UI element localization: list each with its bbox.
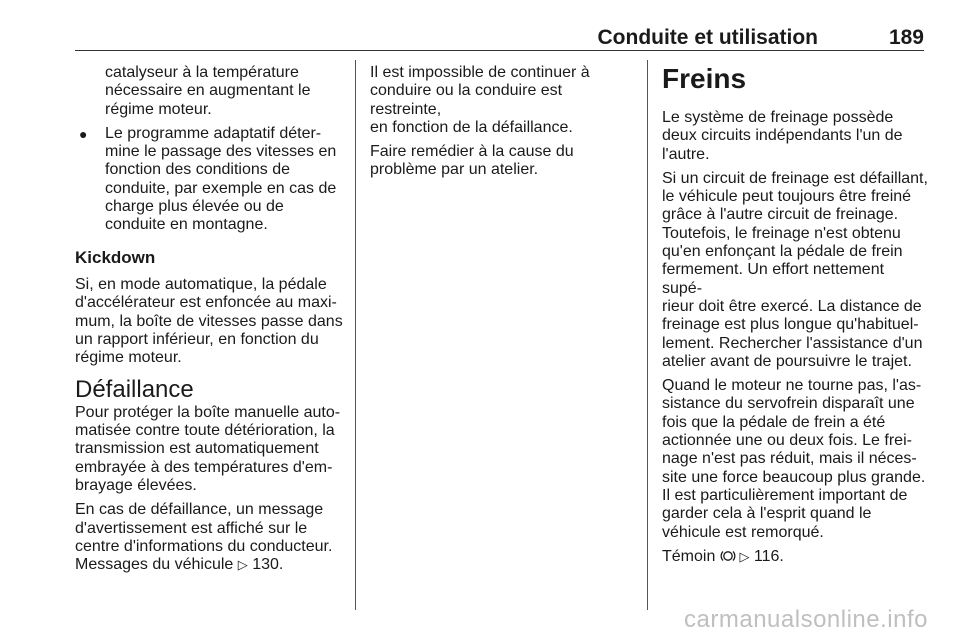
line: lement. Rechercher l'assistance d'un (662, 334, 923, 352)
brake-warning-icon (720, 549, 740, 564)
reference-label: Témoin (662, 547, 716, 565)
line: garder cela à l'esprit quand le (662, 505, 872, 523)
line: Quand le moteur ne tourne pas, l'as- (662, 377, 922, 395)
line: sistance du servofrein disparaît une (662, 395, 915, 413)
line: problème par un atelier. (370, 161, 539, 179)
column-divider-1 (355, 60, 356, 610)
line: fois que la pédale de frein a été (662, 413, 886, 431)
line: Faire remédier à la cause du (370, 143, 574, 161)
brakes-paragraph-2 (662, 170, 928, 371)
line: un rapport inférieur, en fonction du (75, 330, 319, 348)
line: Pour protéger la boîte manuelle auto- (75, 403, 341, 421)
page-header (75, 26, 924, 50)
kickdown-heading: Kickdown (75, 247, 156, 267)
line: En cas de défaillance, un message (75, 501, 324, 519)
line: deux circuits indépendants l'un de (662, 127, 903, 145)
reference-arrow-icon: ▷ (237, 557, 248, 573)
column-divider-2 (647, 60, 648, 610)
line: régime moteur. (105, 100, 212, 118)
line: conduite, par exemple en cas de (105, 179, 337, 197)
vehicle-messages-reference[interactable] (75, 556, 283, 573)
failure-paragraph-1 (370, 64, 634, 137)
line: Si, en mode automatique, la pédale (75, 275, 327, 293)
line: catalyseur à la température (105, 64, 299, 81)
brakes-paragraph-3 (662, 377, 928, 542)
line: centre d'informations du conducteur. (75, 537, 333, 555)
line: l'autre. (662, 145, 710, 163)
reference-label: Messages du véhicule (75, 556, 234, 574)
header-rule (75, 50, 924, 51)
line: rieur doit être exercé. La distance de (662, 297, 922, 315)
line: véhicule est remorqué. (662, 523, 824, 541)
reference-page: 116. (753, 547, 784, 565)
bullet-item (75, 125, 345, 235)
watermark: carmanualsonline.info (684, 606, 928, 633)
line: brayage élevées. (75, 476, 197, 494)
defaillance-heading: Défaillance (75, 376, 194, 404)
line: d'avertissement est affiché sur le (75, 519, 308, 537)
line: Si un circuit de freinage est défaillant, (662, 169, 928, 187)
line: embrayée à des températures d'em- (75, 458, 333, 476)
brakes-paragraph-1 (662, 109, 928, 164)
reference-arrow-icon: ▷ (739, 548, 750, 564)
section-title: Conduite et utilisation (597, 26, 818, 49)
line: Toutefois, le freinage n'est obtenu (662, 224, 901, 242)
line: d'accélérateur est enfoncée au maxi- (75, 294, 337, 312)
line: charge plus élevée ou de (105, 198, 284, 216)
continued-bullet-text (75, 64, 345, 119)
line: matisée contre toute détérioration, la (75, 422, 335, 440)
line: nécessaire en augmentant le (105, 82, 311, 100)
line: conduire ou la conduire est restreinte, (370, 82, 563, 118)
bullet-dot-icon: ● (79, 125, 88, 142)
kickdown-paragraph (75, 276, 345, 367)
line: nage n'est pas réduit, mais il néces- (662, 450, 917, 468)
line: mum, la boîte de vitesses passe dans (75, 312, 343, 330)
column-2 (370, 64, 634, 186)
defaillance-paragraph-2 (75, 501, 345, 574)
line: freinage est plus longue qu'habituel- (662, 316, 919, 334)
column-1 (75, 64, 345, 580)
freins-heading: Freins (662, 63, 747, 94)
defaillance-paragraph-1 (75, 404, 345, 495)
line: Il est particulièrement important de (662, 486, 908, 504)
line: en fonction de la défaillance. (370, 118, 573, 136)
column-3 (662, 64, 928, 572)
line: qu'en enfonçant la pédale de frein (662, 243, 903, 261)
line: Le système de freinage possède (662, 109, 894, 126)
line: Le programme adaptatif déter- (105, 124, 322, 142)
line: le véhicule peut toujours être freiné (662, 188, 912, 206)
line: Il est impossible de continuer à (370, 64, 590, 81)
line: grâce à l'autre circuit de freinage. (662, 206, 899, 224)
line: fonction des conditions de (105, 161, 291, 179)
line: atelier avant de poursuivre le trajet. (662, 352, 912, 370)
line: site une force beaucoup plus grande. (662, 468, 926, 486)
line: mine le passage des vitesses en (105, 143, 337, 161)
line: conduite en montagne. (105, 216, 268, 234)
line: actionnée une ou deux fois. Le frei- (662, 432, 912, 450)
reference-page: 130. (252, 556, 284, 574)
line: fermement. Un effort nettement supé- (662, 261, 885, 297)
warning-light-reference[interactable] (662, 548, 928, 566)
line: transmission est automatiquement (75, 440, 319, 458)
failure-paragraph-2 (370, 143, 634, 180)
page-number: 189 (888, 26, 924, 49)
line: régime moteur. (75, 349, 182, 367)
